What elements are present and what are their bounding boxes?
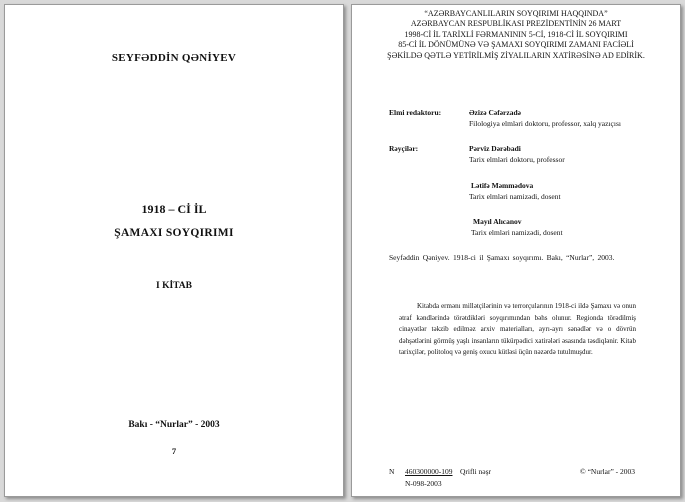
footer-n: N [389, 467, 395, 476]
footer-copyright: © “Nurlar” - 2003 [580, 467, 636, 476]
left-page [4, 4, 344, 497]
editor-description: Filologiya elmləri doktoru, professor, xalq yazıçısı [469, 119, 621, 128]
bibliographic-citation: Seyfəddin Qəniyev. 1918-ci il Şamaxı soyqırımı. Bakı, “Nurlar”, 2003. [389, 253, 615, 262]
reviewer-name: Mayıl Alıcanov [473, 217, 522, 226]
editor-label: Elmi redaktoru: [389, 108, 442, 117]
footer-code2: N-098-2003 [405, 479, 442, 488]
page-number: 7 [171, 446, 177, 456]
abstract [399, 301, 636, 359]
reviewer-description: Tarix elmləri namizədi, dosent [469, 192, 561, 201]
footer-code: 460300000-109 [405, 467, 453, 476]
author-name: SEYFƏDDİN QƏNİYEV [111, 52, 237, 64]
reviewer-description: Tarix elmləri namizədi, dosent [471, 228, 563, 237]
abstract-text: Kitabda ermənı millətçilərinin və terrorçularının 1918-ci ildə Şamaxı və onun ətraf kəndlərində törətdikləri soyqırımından bəhs olunur. Regionda törədilmiş cinayətlər təkzib edilməz arxiv materialları, ayrı-ayrı sənədlər və o dövrün dəhşətlərini görmüş yaşlı insanların tükürpədici xatirələri əsasında təsdiqlənir. Kitab tarixçilər, politoloq və geniş oxucu kütləsi üçün nəzərdə tutulmuşdur. [399, 302, 636, 356]
book-volume: I KİTAB [156, 281, 192, 291]
dedication-line: 85-Cİ İL DÖNÜMÜNƏ VƏ ŞAMAXI SOYQIRIMI ZAMANI FACİƏLİ [398, 40, 634, 50]
dedication [352, 9, 680, 61]
reviewer-name: Pərviz Dərəbadi [469, 144, 521, 153]
book-title-line1: 1918 – Cİ İL [141, 202, 207, 216]
dedication-line: 1998-Cİ İL TARİXLİ FƏRMANININ 5-Cİ, 1918-Cİ İL SOYQIRIMI [404, 29, 628, 39]
dedication-line: “AZƏRBAYCANLILARIN SOYQIRIMI HAQQINDA” [424, 9, 608, 18]
right-page [351, 4, 681, 497]
dedication-line: ŞƏKİLDƏ QƏTLƏ YETİRİLMİŞ ZİYALILARIN XATİRƏSİNƏ AD EDİRİK. [387, 50, 645, 60]
book-title-line2: ŞAMAXI SOYQIRIMI [114, 227, 234, 239]
publisher-line: Bakı - “Nurlar” - 2003 [128, 420, 220, 430]
reviewer-name: Lətifə Məmmədova [471, 181, 534, 190]
reviewers-label: Rəyçilər: [389, 144, 419, 153]
reviewer-description: Tarix elmləri doktoru, professor [469, 155, 565, 164]
editor-name: Əzizə Cəfərzadə [469, 108, 521, 117]
footer-note: Qrifli nəşr [460, 467, 492, 476]
dedication-line: AZƏRBAYCAN RESPUBLİKASI PREZİDENTİNİN 26 MART [410, 19, 622, 29]
